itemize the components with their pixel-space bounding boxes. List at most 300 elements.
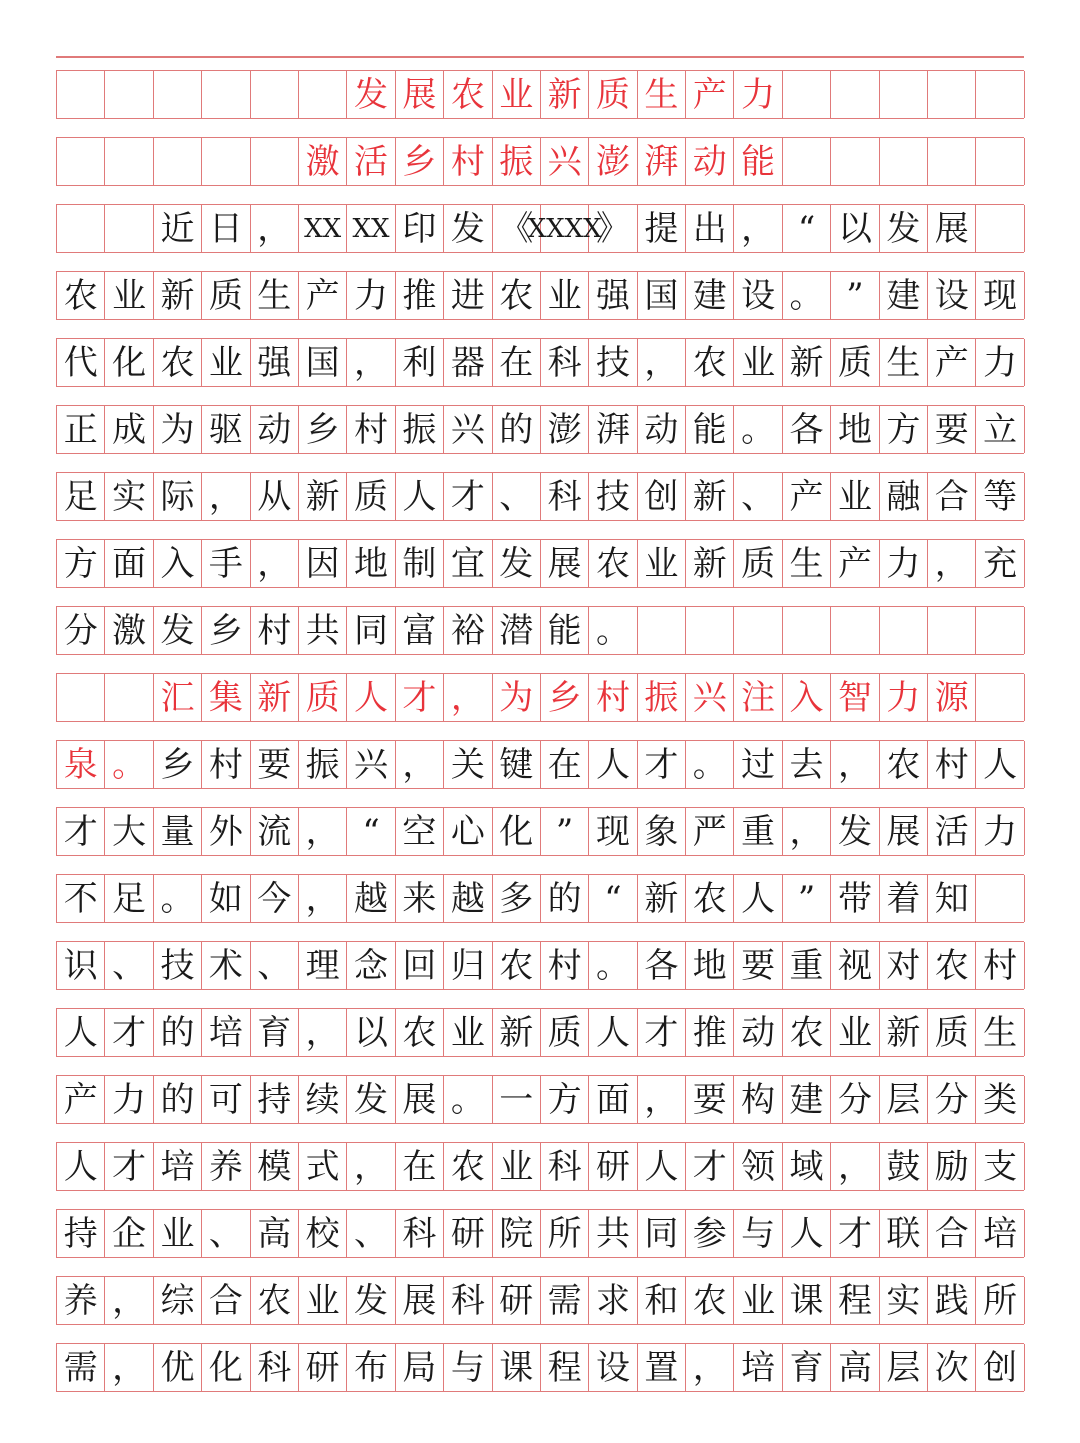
grid-cell: 日 <box>202 205 250 252</box>
grid-cell: 关 <box>444 741 492 788</box>
grid-cell: 人 <box>57 1143 105 1190</box>
grid-cell: ， <box>686 1344 734 1391</box>
grid-cell: 归 <box>444 942 492 989</box>
grid-cell: 兴 <box>686 674 734 721</box>
grid-cell: 设 <box>734 272 782 319</box>
grid-cell: 能 <box>734 138 782 185</box>
grid-cell: 村 <box>251 607 299 654</box>
grid-cell: ， <box>928 540 976 587</box>
grid-cell: 共 <box>299 607 347 654</box>
grid-cell: 综 <box>154 1277 202 1324</box>
grid-cell: 新 <box>251 674 299 721</box>
grid-cell <box>154 138 202 185</box>
grid-cell: 合 <box>928 473 976 520</box>
grid-cell: 人 <box>589 741 637 788</box>
grid-cell: 新 <box>299 473 347 520</box>
grid-cell: ， <box>444 674 492 721</box>
grid-cell: 从 <box>251 473 299 520</box>
grid-cell: 利 <box>396 339 444 386</box>
grid-cell: 强 <box>589 272 637 319</box>
grid-cell: 集 <box>202 674 250 721</box>
grid-cell: 手 <box>202 540 250 587</box>
grid-cell: 业 <box>541 272 589 319</box>
grid-cell: 设 <box>589 1344 637 1391</box>
grid-cell: 质 <box>928 1009 976 1056</box>
grid-cell: 力 <box>880 540 928 587</box>
grid-cell: 才 <box>638 741 686 788</box>
grid-cell: ” <box>783 875 831 922</box>
grid-cell: 键 <box>493 741 541 788</box>
grid-cell: 激 <box>299 138 347 185</box>
grid-cell: 技 <box>589 339 637 386</box>
grid-cell: 发 <box>347 71 395 118</box>
grid-cell: 科 <box>444 1277 492 1324</box>
grid-cell: 发 <box>154 607 202 654</box>
grid-cell: 要 <box>928 406 976 453</box>
grid-cell <box>928 71 976 118</box>
grid-cell: ， <box>396 741 444 788</box>
grid-cell: 去 <box>783 741 831 788</box>
grid-cell: 国 <box>299 339 347 386</box>
grid-cell: 等 <box>976 473 1024 520</box>
grid-cell: “ <box>347 808 395 855</box>
grid-cell: 在 <box>493 339 541 386</box>
grid-cell: 领 <box>734 1143 782 1190</box>
grid-cell: 动 <box>686 138 734 185</box>
grid-cell: 裕 <box>444 607 492 654</box>
grid-cell: ， <box>347 1143 395 1190</box>
grid-cell: 质 <box>202 272 250 319</box>
grid-cell: 乡 <box>202 607 250 654</box>
grid-cell: 质 <box>831 339 879 386</box>
grid-cell: 研 <box>589 1143 637 1190</box>
grid-cell: 地 <box>686 942 734 989</box>
grid-cell: 越 <box>444 875 492 922</box>
grid-cell: 才 <box>686 1143 734 1190</box>
grid-cell: 培 <box>202 1009 250 1056</box>
grid-cell: 业 <box>202 339 250 386</box>
grid-cell: 质 <box>734 540 782 587</box>
grid-cell: 乡 <box>396 138 444 185</box>
grid-cell: 在 <box>396 1143 444 1190</box>
grid-cell: 育 <box>783 1344 831 1391</box>
grid-cell: 现 <box>976 272 1024 319</box>
grid-cell: ， <box>202 473 250 520</box>
grid-cell: 新 <box>686 473 734 520</box>
grid-cell: 产 <box>783 473 831 520</box>
grid-cell: 鼓 <box>880 1143 928 1190</box>
grid-cell: 、 <box>493 473 541 520</box>
grid-cell: 展 <box>396 1277 444 1324</box>
grid-cell: ， <box>831 1143 879 1190</box>
grid-cell: 动 <box>251 406 299 453</box>
grid-cell: 农 <box>444 71 492 118</box>
grid-cell: 新 <box>154 272 202 319</box>
grid-cell: 、 <box>734 473 782 520</box>
grid-cell: 实 <box>105 473 153 520</box>
grid-cell: 培 <box>976 1210 1024 1257</box>
grid-cell: 培 <box>154 1143 202 1190</box>
grid-cell: 乡 <box>299 406 347 453</box>
grid-cell: 人 <box>783 1210 831 1257</box>
grid-cell: 象 <box>638 808 686 855</box>
text-row <box>56 1343 1024 1392</box>
grid-cell: XX <box>347 205 395 252</box>
grid-cell: 泉 <box>57 741 105 788</box>
grid-cell: 育 <box>251 1009 299 1056</box>
grid-cell: 的 <box>541 875 589 922</box>
grid-cell <box>880 607 928 654</box>
grid-cell: 需 <box>541 1277 589 1324</box>
grid-cell <box>105 205 153 252</box>
grid-cell: 注 <box>734 674 782 721</box>
text-row <box>56 405 1024 454</box>
text-row <box>56 1075 1024 1124</box>
grid-cell: 、 <box>251 942 299 989</box>
grid-cell: ， <box>831 741 879 788</box>
grid-cell <box>831 71 879 118</box>
grid-cell: 展 <box>396 71 444 118</box>
grid-cell: 新 <box>541 71 589 118</box>
grid-cell <box>686 607 734 654</box>
grid-cell: 村 <box>347 406 395 453</box>
top-margin-rule <box>56 56 1024 58</box>
grid-cell: 企 <box>105 1210 153 1257</box>
grid-cell: 能 <box>541 607 589 654</box>
grid-cell: 培 <box>734 1344 782 1391</box>
grid-cell: 布 <box>347 1344 395 1391</box>
grid-cell: 。 <box>734 406 782 453</box>
grid-cell: 力 <box>976 808 1024 855</box>
grid-cell: ” <box>541 808 589 855</box>
grid-cell: 与 <box>444 1344 492 1391</box>
grid-cell: 研 <box>493 1277 541 1324</box>
grid-cell: 重 <box>783 942 831 989</box>
grid-cell: 续 <box>299 1076 347 1123</box>
grid-cell: 人 <box>57 1009 105 1056</box>
grid-cell: 化 <box>493 808 541 855</box>
grid-cell: 质 <box>541 1009 589 1056</box>
grid-cell: 一 <box>493 1076 541 1123</box>
grid-cell: 村 <box>928 741 976 788</box>
grid-cell: 模 <box>251 1143 299 1190</box>
grid-cell: 域 <box>783 1143 831 1190</box>
grid-cell: 发 <box>880 205 928 252</box>
grid-cell: 不 <box>57 875 105 922</box>
grid-cell: 入 <box>154 540 202 587</box>
grid-cell <box>976 138 1024 185</box>
grid-cell: 高 <box>251 1210 299 1257</box>
grid-cell: 村 <box>976 942 1024 989</box>
grid-cell: 农 <box>928 942 976 989</box>
grid-cell: 进 <box>444 272 492 319</box>
grid-cell: 置 <box>638 1344 686 1391</box>
grid-cell: 业 <box>493 71 541 118</box>
grid-cell: 激 <box>105 607 153 654</box>
grid-cell: 际 <box>154 473 202 520</box>
grid-cell <box>783 607 831 654</box>
grid-cell: 支 <box>976 1143 1024 1190</box>
text-row <box>56 472 1024 521</box>
grid-cell: 力 <box>734 71 782 118</box>
grid-cell: 科 <box>541 1143 589 1190</box>
grid-cell: 农 <box>783 1009 831 1056</box>
grid-cell: 空 <box>396 808 444 855</box>
text-row <box>56 539 1024 588</box>
grid-cell: 业 <box>734 1277 782 1324</box>
grid-cell: 业 <box>493 1143 541 1190</box>
grid-cell: 校 <box>299 1210 347 1257</box>
grid-cell <box>880 138 928 185</box>
grid-cell: ， <box>638 1076 686 1123</box>
grid-cell: 。 <box>589 607 637 654</box>
grid-cell: 科 <box>251 1344 299 1391</box>
grid-cell: 在 <box>541 741 589 788</box>
grid-cell: 新 <box>880 1009 928 1056</box>
grid-cell: 印 <box>396 205 444 252</box>
grid-cell: 分 <box>928 1076 976 1123</box>
grid-cell <box>976 71 1024 118</box>
grid-cell: 农 <box>57 272 105 319</box>
grid-cell: 设 <box>928 272 976 319</box>
text-row <box>56 941 1024 990</box>
grid-cell <box>57 138 105 185</box>
grid-cell: 以 <box>831 205 879 252</box>
grid-cell: 以 <box>347 1009 395 1056</box>
grid-cell: 大 <box>105 808 153 855</box>
grid-cell: 力 <box>880 674 928 721</box>
grid-cell <box>880 71 928 118</box>
text-row <box>56 807 1024 856</box>
grid-cell: 研 <box>444 1210 492 1257</box>
grid-cell: 程 <box>541 1344 589 1391</box>
grid-cell: 和 <box>638 1277 686 1324</box>
text-row <box>56 204 1024 253</box>
grid-cell: 农 <box>686 875 734 922</box>
grid-cell: 。 <box>154 875 202 922</box>
grid-cell: 发 <box>347 1277 395 1324</box>
grid-cell: 践 <box>928 1277 976 1324</box>
grid-cell: 外 <box>202 808 250 855</box>
grid-cell <box>976 205 1024 252</box>
grid-cell: 术 <box>202 942 250 989</box>
grid-cell: ， <box>299 808 347 855</box>
grid-cell: 科 <box>541 339 589 386</box>
grid-cell: 富 <box>396 607 444 654</box>
grid-cell: 局 <box>396 1344 444 1391</box>
grid-cell: 要 <box>734 942 782 989</box>
grid-cell: 业 <box>444 1009 492 1056</box>
grid-cell: 所 <box>541 1210 589 1257</box>
grid-cell: 地 <box>347 540 395 587</box>
grid-cell: 展 <box>541 540 589 587</box>
grid-cell: 的 <box>154 1076 202 1123</box>
grid-cell: “ <box>783 205 831 252</box>
grid-cell: ， <box>734 205 782 252</box>
grid-cell: 念 <box>347 942 395 989</box>
grid-cell: 如 <box>202 875 250 922</box>
grid-cell: 》 <box>589 205 637 252</box>
grid-cell: 需 <box>57 1344 105 1391</box>
grid-cell: 、 <box>347 1210 395 1257</box>
grid-paper <box>56 70 1024 1410</box>
grid-cell: 兴 <box>347 741 395 788</box>
grid-cell: 业 <box>831 473 879 520</box>
grid-cell: 优 <box>154 1344 202 1391</box>
grid-cell: 国 <box>638 272 686 319</box>
grid-cell: 振 <box>396 406 444 453</box>
grid-cell: 推 <box>396 272 444 319</box>
grid-cell: 严 <box>686 808 734 855</box>
grid-cell: 澎 <box>589 138 637 185</box>
grid-cell: 知 <box>928 875 976 922</box>
grid-cell: 人 <box>976 741 1024 788</box>
grid-cell: 来 <box>396 875 444 922</box>
grid-cell: 为 <box>154 406 202 453</box>
grid-cell: 推 <box>686 1009 734 1056</box>
grid-cell: 面 <box>589 1076 637 1123</box>
grid-cell: 近 <box>154 205 202 252</box>
grid-cell: 强 <box>251 339 299 386</box>
grid-cell: 发 <box>493 540 541 587</box>
grid-cell: 新 <box>493 1009 541 1056</box>
text-row <box>56 606 1024 655</box>
grid-cell: 业 <box>105 272 153 319</box>
grid-cell: ” <box>831 272 879 319</box>
grid-cell: ， <box>783 808 831 855</box>
grid-cell: 现 <box>589 808 637 855</box>
grid-cell <box>831 138 879 185</box>
grid-cell <box>976 607 1024 654</box>
grid-cell <box>299 71 347 118</box>
grid-cell: 流 <box>251 808 299 855</box>
grid-cell: 视 <box>831 942 879 989</box>
grid-cell: 程 <box>831 1277 879 1324</box>
grid-cell <box>831 607 879 654</box>
grid-cell: 澎 <box>541 406 589 453</box>
grid-cell: 面 <box>105 540 153 587</box>
grid-cell: 重 <box>734 808 782 855</box>
grid-cell: 宜 <box>444 540 492 587</box>
grid-cell: 活 <box>928 808 976 855</box>
grid-cell: 合 <box>928 1210 976 1257</box>
grid-cell <box>105 71 153 118</box>
grid-cell: 才 <box>57 808 105 855</box>
grid-cell: 、 <box>202 1210 250 1257</box>
grid-cell: 新 <box>783 339 831 386</box>
grid-cell: ， <box>299 1009 347 1056</box>
grid-cell: 、 <box>105 942 153 989</box>
grid-cell: 代 <box>57 339 105 386</box>
grid-cell: 越 <box>347 875 395 922</box>
grid-cell: 与 <box>734 1210 782 1257</box>
grid-cell <box>202 138 250 185</box>
grid-cell: 着 <box>880 875 928 922</box>
grid-cell: 励 <box>928 1143 976 1190</box>
grid-cell: 过 <box>734 741 782 788</box>
grid-cell: 分 <box>57 607 105 654</box>
grid-cell: 人 <box>396 473 444 520</box>
grid-cell: 求 <box>589 1277 637 1324</box>
grid-cell <box>105 138 153 185</box>
grid-cell: 新 <box>686 540 734 587</box>
grid-cell: 创 <box>976 1344 1024 1391</box>
text-row <box>56 1008 1024 1057</box>
grid-cell: 新 <box>638 875 686 922</box>
grid-cell: 方 <box>57 540 105 587</box>
grid-cell: 农 <box>880 741 928 788</box>
grid-cell: 兴 <box>444 406 492 453</box>
grid-cell: 理 <box>299 942 347 989</box>
grid-cell: 带 <box>831 875 879 922</box>
grid-cell: 动 <box>638 406 686 453</box>
grid-cell: 入 <box>783 674 831 721</box>
grid-cell: 院 <box>493 1210 541 1257</box>
grid-cell: 力 <box>976 339 1024 386</box>
grid-cell: 构 <box>734 1076 782 1123</box>
grid-cell: 参 <box>686 1210 734 1257</box>
grid-cell: 联 <box>880 1210 928 1257</box>
grid-cell: 化 <box>105 339 153 386</box>
grid-cell <box>928 138 976 185</box>
grid-cell: 源 <box>928 674 976 721</box>
grid-cell: 农 <box>154 339 202 386</box>
grid-cell: 多 <box>493 875 541 922</box>
grid-cell: 对 <box>880 942 928 989</box>
grid-cell: 课 <box>783 1277 831 1324</box>
grid-cell: 建 <box>686 272 734 319</box>
grid-cell: 足 <box>105 875 153 922</box>
grid-cell: 农 <box>686 339 734 386</box>
grid-cell: ， <box>347 339 395 386</box>
grid-cell: 展 <box>396 1076 444 1123</box>
grid-cell: 人 <box>638 1143 686 1190</box>
grid-cell: 科 <box>396 1210 444 1257</box>
grid-cell: 展 <box>880 808 928 855</box>
grid-cell: 所 <box>976 1277 1024 1324</box>
grid-cell: XXXX <box>541 205 589 252</box>
grid-cell: 的 <box>154 1009 202 1056</box>
grid-cell: 业 <box>734 339 782 386</box>
grid-cell: 能 <box>686 406 734 453</box>
grid-cell: 人 <box>347 674 395 721</box>
grid-cell: 农 <box>686 1277 734 1324</box>
grid-cell: 地 <box>831 406 879 453</box>
grid-cell: 人 <box>734 875 782 922</box>
grid-cell: XX <box>299 205 347 252</box>
grid-cell <box>783 138 831 185</box>
grid-cell <box>734 607 782 654</box>
grid-cell: 方 <box>541 1076 589 1123</box>
grid-cell: 业 <box>638 540 686 587</box>
grid-cell: 回 <box>396 942 444 989</box>
text-row <box>56 338 1024 387</box>
grid-cell: 。 <box>444 1076 492 1123</box>
grid-cell: 发 <box>444 205 492 252</box>
grid-cell: 乡 <box>541 674 589 721</box>
grid-cell: 才 <box>831 1210 879 1257</box>
grid-cell: ， <box>105 1277 153 1324</box>
grid-cell: 村 <box>444 138 492 185</box>
grid-cell: 《 <box>493 205 541 252</box>
grid-cell: 正 <box>57 406 105 453</box>
grid-cell: ， <box>638 339 686 386</box>
grid-cell: 。 <box>783 272 831 319</box>
grid-cell: 识 <box>57 942 105 989</box>
grid-cell: 实 <box>880 1277 928 1324</box>
grid-cell: 科 <box>541 473 589 520</box>
grid-cell: 合 <box>202 1277 250 1324</box>
